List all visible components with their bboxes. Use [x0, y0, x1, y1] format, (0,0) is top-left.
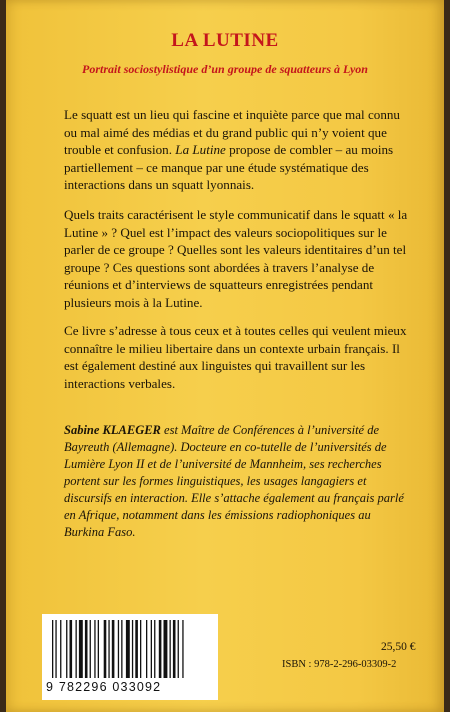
author-name: Sabine KLAEGER	[64, 423, 161, 437]
back-cover	[6, 0, 444, 712]
book-subtitle: Portrait sociostylistique d’un groupe de squatteurs à Lyon	[82, 62, 368, 76]
author-bio-text: est Maître de Conférences à l’université de Bayreuth (Allemagne). Docteure en co-tutelle de l’universités de Lumière Lyon II et de l’université de Mannheim, ses recherches portent sur les formes linguistiques, les usages langagiers et discursifs en interaction. Elle s’attache également au français parlé en Afrique, notamment dans les émissions radiophoniques au Burkina Faso.	[64, 423, 404, 539]
paragraph-audience-text: Ce livre s’adresse à tous ceux et à toutes celles qui veulent mieux connaître le milieu libertaire dans un contexte urbain français. Il est également destiné aux linguistes qui travaillent sur les interactions verbales.	[64, 323, 407, 391]
paragraph-intro-book-name: La Lutine	[175, 142, 226, 158]
paragraph-intro	[64, 106, 414, 194]
barcode-bars	[50, 620, 210, 680]
paragraph-audience	[64, 322, 414, 392]
barcode-digits: 9 782296 033092	[46, 680, 162, 694]
paragraph-questions-text: Quels traits caractérisent le style communicatif dans le squatt « la Lutine » ? Quel est l’impact des valeurs sociopolitiques sur le parler de ce groupe ? Quelles sont les valeurs identitaires d’un tel groupe ? Ces questions sont abordées à travers l’analyse de réunions et d’interviews de squatteurs enregistrées pendant plusieurs mois à la Lutine.	[64, 207, 408, 310]
paragraph-intro-after: propose de combler – au moins partiellement – ce manque par une étude systématique des interactions dans un squatt lyonnais.	[64, 142, 394, 193]
author-bio	[64, 422, 404, 541]
book-title: LA LUTINE	[171, 30, 279, 51]
barcode	[42, 614, 218, 700]
paragraph-intro-before: Le squatt est un lieu qui fascine et inquiète parce que mal connu ou mal aimé des médias et du grand public qui n’y voient que trouble et confusion.	[64, 107, 400, 158]
paragraph-questions	[64, 206, 414, 312]
price: 25,50 €	[381, 641, 416, 653]
isbn: ISBN : 978-2-296-03309-2	[282, 659, 397, 670]
